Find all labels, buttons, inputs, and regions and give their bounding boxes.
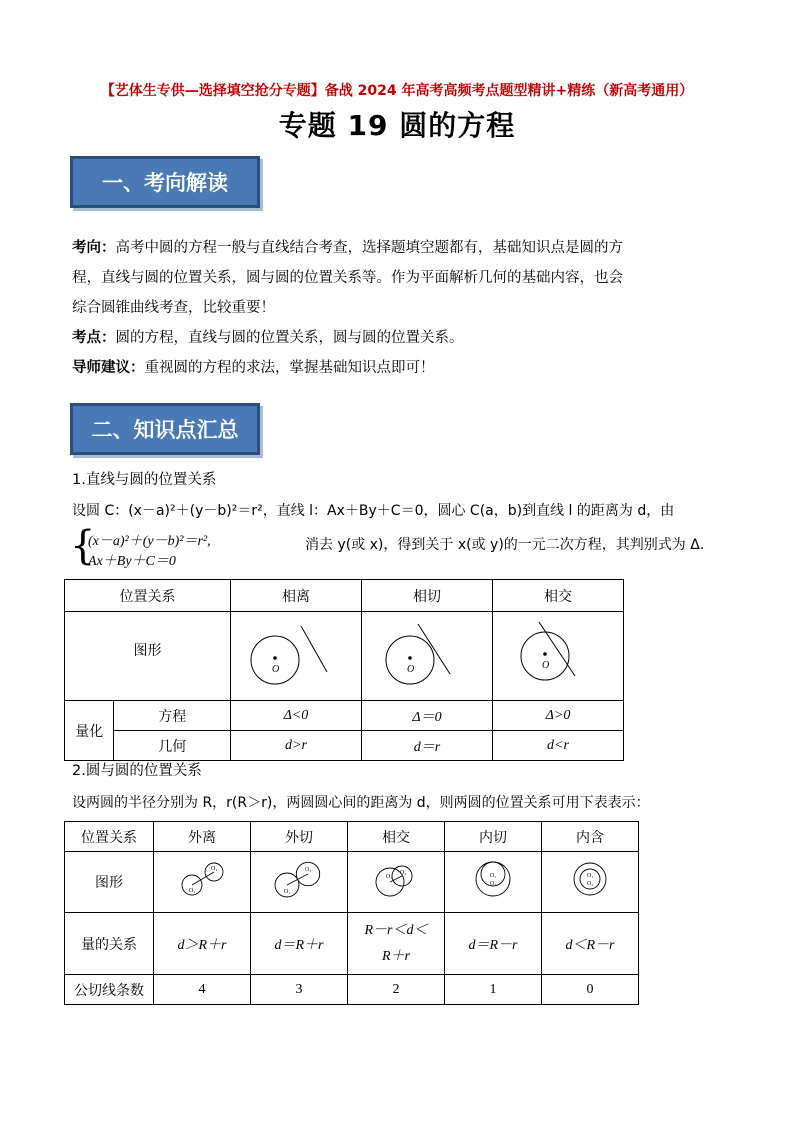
t1-figure-intersect — [492, 612, 623, 701]
t2-tangent-ext-tangent: 3 — [251, 975, 348, 1005]
circle-line-intro: 设圆 C：(x－a)²＋(y－b)²＝r²，直线 l：Ax＋By＋C＝0，圆心 C(a，b)到直线 l 的距离为 d，由 — [72, 503, 675, 519]
kaoxiang-paragraph — [72, 233, 732, 383]
t1-eq-label: 方程 — [114, 701, 231, 731]
t1-eq-separate: Δ<0 — [230, 701, 361, 731]
t2-header-int-tangent: 内切 — [445, 822, 542, 852]
section2-banner — [70, 403, 260, 455]
int-tangent-diagram — [445, 852, 541, 908]
t1-figure-tangent — [361, 612, 492, 701]
kaodian-text: 圆的方程，直线与圆的位置关系，圆与圆的位置关系。 — [115, 330, 464, 346]
section1-banner — [70, 156, 260, 208]
advice-label: 导师建议： — [72, 360, 145, 376]
t1-geo-tangent: d＝r — [361, 731, 492, 761]
t1-geo-label: 几何 — [114, 731, 231, 761]
separate-diagram — [231, 612, 361, 696]
t2-quantity-label: 量的关系 — [65, 913, 154, 975]
kaoxiang-label: 考向： — [72, 240, 116, 256]
t2-header-intersect: 相交 — [348, 822, 445, 852]
t1-header-tangent: 相切 — [361, 580, 492, 612]
int-tangent-o2-label: O₂ — [490, 881, 497, 887]
section1-heading: 一、考向解读 — [102, 171, 228, 195]
t2-header-ext-tangent: 外切 — [251, 822, 348, 852]
tangent-center-label: O — [406, 664, 415, 675]
t2-quantity-external: d＞R＋r — [154, 913, 251, 975]
section2-heading: 二、知识点汇总 — [91, 418, 239, 442]
intersect-diagram — [493, 612, 623, 696]
t2-quantity-ext-tangent: d＝R＋r — [251, 913, 348, 975]
page-title: 专题 19 圆的方程 — [278, 109, 516, 142]
equation-system — [70, 523, 290, 572]
int-tangent-o1-label: O₁ — [490, 873, 497, 879]
t1-geo-intersect: d<r — [492, 731, 623, 761]
t2-tangent-contained: 0 — [542, 975, 639, 1005]
intersect-center-label: O — [541, 660, 550, 671]
contained-o2-label: O₂ — [587, 881, 594, 887]
kaodian-label: 考点： — [72, 330, 116, 346]
t2-header-position: 位置关系 — [65, 822, 154, 852]
t2-figure-contained — [542, 852, 639, 913]
subheading-line-circle: 1.直线与圆的位置关系 — [72, 472, 217, 488]
t1-header-position: 位置关系 — [65, 580, 231, 612]
t2-quantity-intersect-line2: R＋r — [382, 948, 410, 964]
circle-circle-table — [64, 821, 639, 1005]
external-o1-label: O₁ — [189, 888, 196, 894]
ext-tangent-diagram — [251, 852, 347, 908]
intersect-circles-diagram — [348, 852, 444, 908]
contained-o1-label: O₁ — [587, 873, 594, 879]
external-o2-label: O₂ — [211, 866, 218, 872]
t2-quantity-contained: d＜R－r — [542, 913, 639, 975]
t2-header-contained: 内含 — [542, 822, 639, 852]
t2-figure-label: 图形 — [65, 852, 154, 913]
t2-header-external: 外离 — [154, 822, 251, 852]
t1-geo-separate: d>r — [230, 731, 361, 761]
t2-figure-int-tangent — [445, 852, 542, 913]
system-eq2: Ax＋By＋C＝0 — [88, 554, 176, 569]
ext-tangent-o1-label: O₁ — [284, 889, 291, 895]
t2-tangent-external: 4 — [154, 975, 251, 1005]
t1-eq-tangent: Δ＝0 — [361, 701, 492, 731]
t1-header-intersect: 相交 — [492, 580, 623, 612]
t2-quantity-int-tangent: d＝R－r — [445, 913, 542, 975]
intersect-o1-label: O₁ — [386, 874, 393, 880]
line-circle-table — [64, 579, 624, 761]
system-eq1: (x－a)²＋(y－b)²＝r², — [88, 534, 211, 549]
two-circle-intro: 设两圆的半径分别为 R，r(R＞r)，两圆圆心间的距离为 d，则两圆的位置关系可用下表表示： — [72, 795, 650, 811]
series-header: 【艺体生专供—选择填空抢分专题】备战 2024 年高考高频考点题型精讲+精练（新高考通用） — [100, 83, 694, 99]
tangent-diagram — [362, 612, 492, 696]
t1-eq-intersect: Δ>0 — [492, 701, 623, 731]
discriminant-text: 消去 y(或 x)，得到关于 x(或 y)的一元二次方程，其判别式为 Δ. — [305, 537, 705, 553]
left-brace: { — [70, 523, 96, 569]
kaoxiang-line3: 综合圆锥曲线考查，比较重要！ — [72, 300, 275, 316]
t2-quantity-intersect — [348, 913, 445, 975]
t2-figure-ext-tangent — [251, 852, 348, 913]
subheading-circle-circle: 2.圆与圆的位置关系 — [72, 763, 202, 779]
kaoxiang-line2: 程，直线与圆的位置关系，圆与圆的位置关系等。作为平面解析几何的基础内容，也会 — [72, 270, 623, 286]
ext-tangent-o2-label: O₂ — [305, 867, 312, 873]
advice-text: 重视圆的方程的求法，掌握基础知识点即可！ — [144, 360, 435, 376]
t1-header-separate: 相离 — [230, 580, 361, 612]
t1-quantify-label: 量化 — [65, 701, 114, 761]
t2-quantity-intersect-line1: R－r＜d＜ — [364, 922, 428, 938]
t1-figure-label: 图形 — [65, 612, 231, 701]
t1-figure-separate — [230, 612, 361, 701]
t2-figure-intersect — [348, 852, 445, 913]
t2-figure-external — [154, 852, 251, 913]
intersect-o2-label: O₂ — [400, 870, 407, 876]
t2-tangent-int-tangent: 1 — [445, 975, 542, 1005]
contained-diagram — [542, 852, 638, 908]
separate-center-label: O — [271, 664, 280, 675]
external-diagram — [154, 852, 250, 908]
t2-tangent-label: 公切线条数 — [65, 975, 154, 1005]
t2-tangent-intersect: 2 — [348, 975, 445, 1005]
kaoxiang-line1: 高考中圆的方程一般与直线结合考查，选择题填空题都有，基础知识点是圆的方 — [115, 240, 623, 256]
